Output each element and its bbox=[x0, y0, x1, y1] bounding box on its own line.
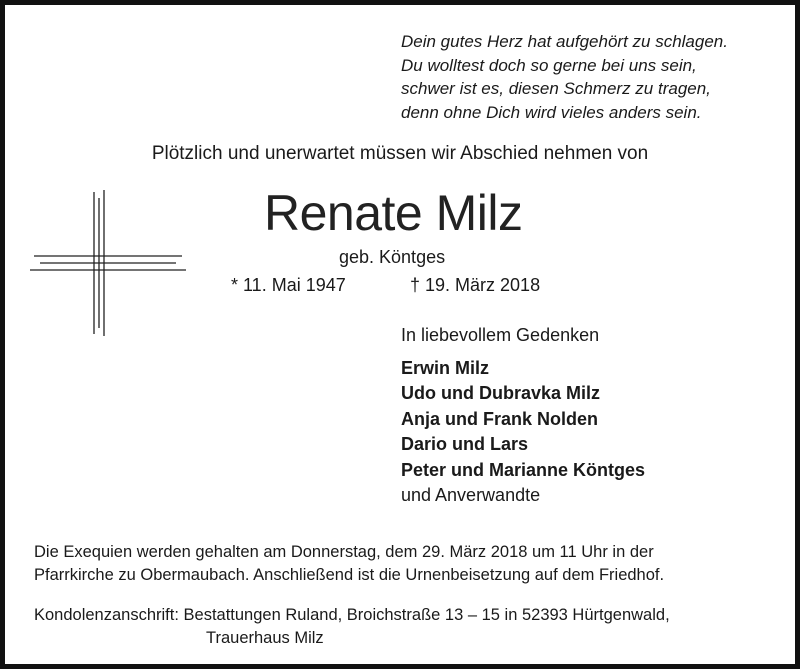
deceased-name: Renate Milz bbox=[264, 185, 523, 241]
mourners-list bbox=[401, 356, 645, 508]
mourner-name: Erwin Milz bbox=[401, 358, 490, 378]
poem bbox=[401, 30, 728, 124]
service-line: Pfarrkirche zu Obermaubach. Anschließend ist die Urnenbeisetzung auf dem Friedhof. bbox=[34, 566, 665, 584]
service-line: Die Exequien werden gehalten am Donnerstag, dem 29. März 2018 um 11 Uhr in der bbox=[34, 543, 654, 561]
death-date: † 19. März 2018 bbox=[410, 275, 541, 295]
poem-line: Du wolltest doch so gerne bei uns sein, bbox=[401, 55, 697, 75]
relatives-line: und Anverwandte bbox=[401, 485, 541, 506]
intro-line bbox=[0, 142, 800, 166]
mourner-name: Udo und Dubravka Milz bbox=[401, 383, 601, 404]
mourner-name: Dario und Lars bbox=[401, 434, 529, 455]
birth-name: geb. Köntges bbox=[339, 247, 446, 267]
cross-icon bbox=[30, 190, 186, 336]
condolence-address bbox=[34, 604, 670, 650]
poem-line: schwer ist es, diesen Schmerz zu tragen, bbox=[401, 79, 711, 98]
memory-line: In liebevollem Gedenken bbox=[401, 325, 600, 345]
service-info bbox=[34, 541, 768, 587]
birth-date: * 11. Mai 1947 bbox=[231, 275, 346, 295]
poem-line: denn ohne Dich wird vieles anders sein. bbox=[401, 102, 702, 122]
intro-text: Plötzlich und unerwartet müssen wir Abschied nehmen von bbox=[151, 143, 649, 164]
poem-line: Dein gutes Herz hat aufgehört zu schlagen. bbox=[401, 32, 728, 51]
condolence-line: Trauerhaus Milz bbox=[206, 629, 324, 647]
mourner-name: Anja und Frank Nolden bbox=[401, 408, 599, 429]
mourner-name: Peter und Marianne Köntges bbox=[401, 459, 646, 480]
condolence-line: Kondolenzanschrift: Bestattungen Ruland, Broichstraße 13 – 15 in 52393 Hürtgenwald, bbox=[34, 606, 670, 624]
